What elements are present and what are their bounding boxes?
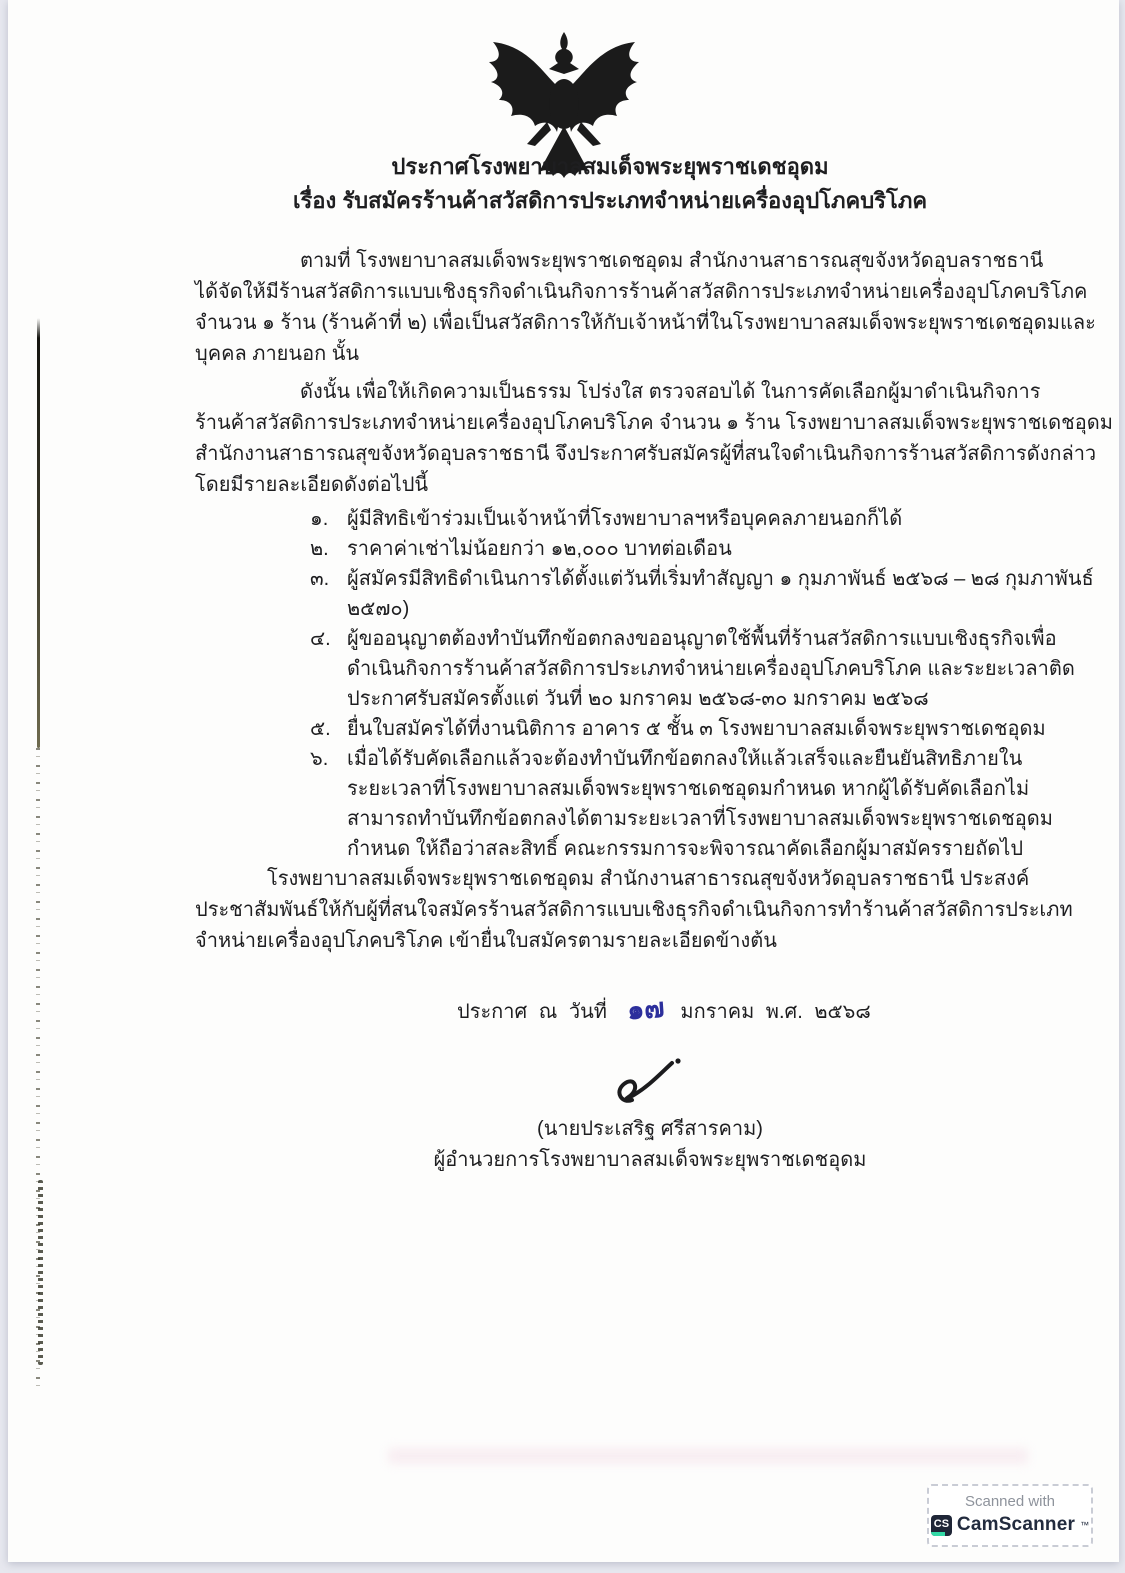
paragraph-line: ได้จัดให้มีร้านสวัสดิการแบบเชิงธุรกิจดำเนินกิจการร้านค้าสวัสดิการประเภทจำหน่ายเครื่องอุปโภคบริโภค xyxy=(195,281,1088,303)
conditions-list xyxy=(195,504,1094,864)
camscanner-logo-icon: CS xyxy=(931,1515,952,1536)
announcement-date-line xyxy=(457,990,1025,1032)
list-item xyxy=(310,504,1025,534)
list-item-line: ผู้ขออนุญาตต้องทำบันทึกข้อตกลงขออนุญาตใช้พื้นที่ร้านสวัสดิการแบบเชิงธุรกิจเพื่อ xyxy=(347,628,1057,650)
list-item-line: ระยะเวลาที่โรงพยาบาลสมเด็จพระยุพราชเดชอุดมกำหนด หากผู้ได้รับคัดเลือกไม่ xyxy=(347,778,1030,800)
list-item-number: ๕. xyxy=(310,718,331,740)
list-item-number: ๓. xyxy=(310,568,330,590)
handwritten-day: ๑๗ xyxy=(626,992,666,1025)
list-item xyxy=(310,714,1046,744)
paragraph-line: สำนักงานสาธารณสุขจังหวัดอุบลราชธานี จึงประกาศรับสมัครผู้ที่สนใจดำเนินกิจการร้านสวัสดิการดังกล่าว xyxy=(195,443,1097,465)
list-item xyxy=(310,624,1075,714)
paragraph-line: จำนวน ๑ ร้าน (ร้านค้าที่ ๒) เพื่อเป็นสวัสดิการให้กับเจ้าหน้าที่ในโรงพยาบาลสมเด็จพระยุพราชเดชอุดมและ xyxy=(195,312,1096,334)
signer-name: (นายประเสริฐ ศรีสารคาม) xyxy=(537,1118,763,1140)
list-item-line: เมื่อได้รับคัดเลือกแล้วจะต้องทำบันทึกข้อตกลงให้แล้วเสร็จและยืนยันสิทธิภายใน xyxy=(347,748,1023,770)
paragraph-line: บุคคล ภายนอก นั้น xyxy=(195,343,360,365)
document-title-block xyxy=(195,150,1025,218)
scan-artifact-smudge xyxy=(388,1448,1028,1464)
list-item-line: ผู้สมัครมีสิทธิดำเนินการได้ตั้งแต่วันที่เริ่มทำสัญญา ๑ กุมภาพันธ์ ๒๕๖๘ – ๒๘ กุมภาพันธ์ xyxy=(347,568,1094,590)
list-item-line: ยื่นใบสมัครได้ที่งานนิติการ อาคาร ๕ ชั้น ๓ โรงพยาบาลสมเด็จพระยุพราชเดชอุดม xyxy=(347,718,1046,740)
list-item-number: ๑. xyxy=(310,508,329,530)
scan-artifact-speckles-dense xyxy=(38,1180,43,1365)
document-page xyxy=(8,0,1119,1562)
list-item-line: ผู้มีสิทธิเข้าร่วมเป็นเจ้าหน้าที่โรงพยาบาลฯหรือบุคคลภายนอกก็ได้ xyxy=(347,508,903,530)
paragraph-line: จำหน่ายเครื่องอุปโภคบริโภค เข้ายื่นใบสมัครตามรายละเอียดข้างต้น xyxy=(195,930,777,952)
camscanner-brand-text: CamScanner xyxy=(956,1514,1076,1535)
document-subject: เรื่อง รับสมัครร้านค้าสวัสดิการประเภทจำหน่ายเครื่องอุปโภคบริโภค xyxy=(292,188,928,213)
list-item-line: ดำเนินกิจการร้านค้าสวัสดิการประเภทจำหน่ายเครื่องอุปโภคบริโภค และระยะเวลาติด xyxy=(347,658,1075,680)
list-item-number: ๔. xyxy=(310,628,331,650)
scan-artifact-edge-line xyxy=(37,318,40,748)
paragraph-line: ดังนั้น เพื่อให้เกิดความเป็นธรรม โปร่งใส ตรวจสอบได้ ในการคัดเลือกผู้มาดำเนินกิจการ xyxy=(300,381,1041,403)
list-item-line: ราคาค่าเช่าไม่น้อยกว่า ๑๒,๐๐๐ บาทต่อเดือน xyxy=(347,538,732,560)
paragraph-line: ตามที่ โรงพยาบาลสมเด็จพระยุพราชเดชอุดม สำนักงานสาธารณสุขจังหวัดอุบลราชธานี xyxy=(300,250,1044,272)
signature-block xyxy=(410,1056,890,1176)
document-body xyxy=(195,150,1113,1176)
list-item-line: ประกาศรับสมัครตั้งแต่ วันที่ ๒๐ มกราคม ๒๕๖๘-๓๐ มกราคม ๒๕๖๘ xyxy=(347,688,929,710)
date-prefix: ประกาศ ณ วันที่ xyxy=(457,1001,607,1023)
trademark-symbol: ™ xyxy=(1080,1520,1090,1530)
watermark-caption: Scanned with xyxy=(964,1493,1056,1510)
list-item xyxy=(310,534,1025,564)
list-item-line: กำหนด ให้ถือว่าสละสิทธิ์ คณะกรรมการจะพิจารณาคัดเลือกผู้มาสมัครรายถัดไป xyxy=(347,838,1024,860)
list-item-number: ๒. xyxy=(310,538,329,560)
closing-paragraph xyxy=(195,864,1073,957)
camscanner-logo-accent xyxy=(931,1532,945,1536)
list-item xyxy=(310,744,1053,864)
paragraph-2 xyxy=(195,377,1113,501)
paragraph-line: โดยมีรายละเอียดดังต่อไปนี้ xyxy=(195,474,429,496)
list-item xyxy=(310,564,1094,624)
list-item-line: ๒๕๗๐) xyxy=(347,598,410,620)
list-item-number: ๖. xyxy=(310,748,329,770)
camscanner-watermark xyxy=(927,1484,1093,1547)
list-item-line: สามารถทำบันทึกข้อตกลงได้ตามระยะเวลาที่โรงพยาบาลสมเด็จพระยุพราชเดชอุดม xyxy=(347,808,1053,830)
date-suffix: มกราคม พ.ศ. ๒๕๖๘ xyxy=(680,1001,871,1023)
paragraph-line: ประชาสัมพันธ์ให้กับผู้ที่สนใจสมัครร้านสวัสดิการแบบเชิงธุรกิจดำเนินกิจการทำร้านค้าสวัสดิการประเภท xyxy=(195,899,1073,921)
paragraph-1 xyxy=(195,246,1096,370)
document-title: ประกาศโรงพยาบาลสมเด็จพระยุพราชเดชอุดม xyxy=(391,154,829,179)
paragraph-line: ร้านค้าสวัสดิการประเภทจำหน่ายเครื่องอุปโภคบริโภค จำนวน ๑ ร้าน โรงพยาบาลสมเด็จพระยุพราชเดชอุดม xyxy=(195,412,1113,434)
signer-position: ผู้อำนวยการโรงพยาบาลสมเด็จพระยุพราชเดชอุดม xyxy=(433,1149,867,1171)
signature-icon xyxy=(410,1056,890,1114)
paragraph-line: โรงพยาบาลสมเด็จพระยุพราชเดชอุดม สำนักงานสาธารณสุขจังหวัดอุบลราชธานี ประสงค์ xyxy=(267,868,1030,890)
